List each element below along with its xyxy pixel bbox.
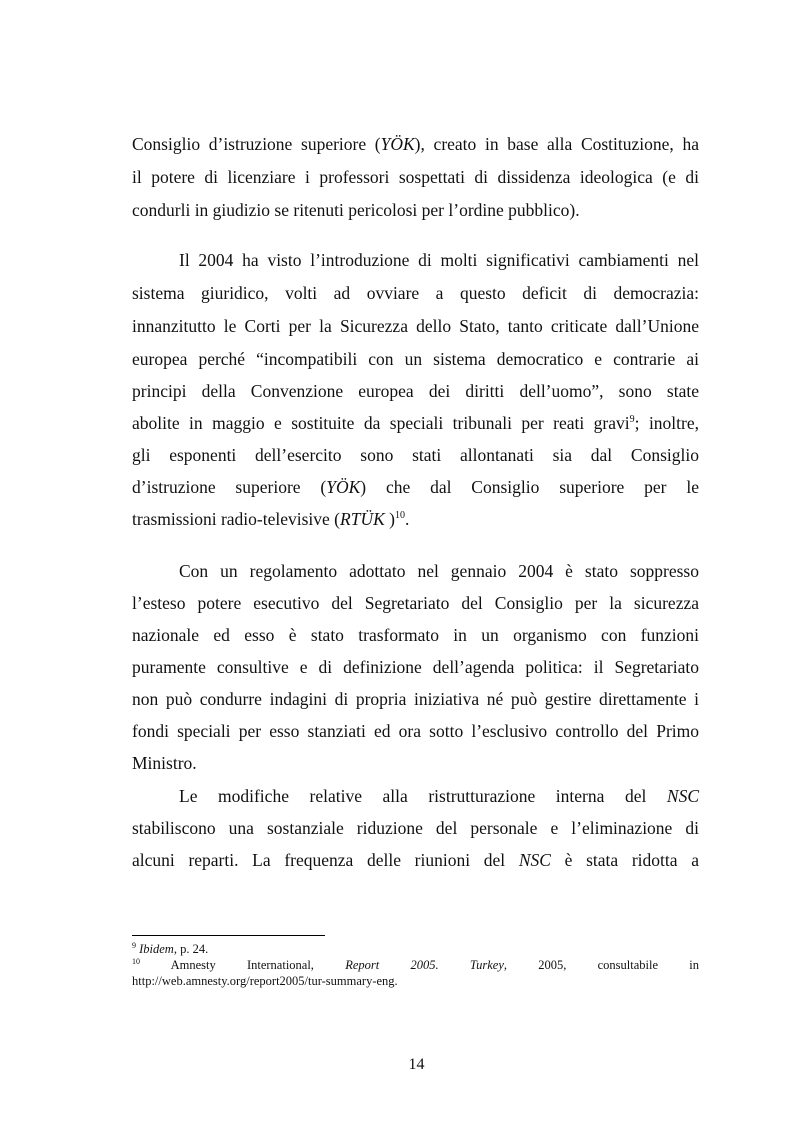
text-line: stabiliscono una sostanziale riduzione del personale e l’eliminazione di	[132, 818, 699, 838]
text-line: alcuni reparti. La frequenza delle riunioni del NSC è stata ridotta a	[132, 850, 699, 870]
footnote-separator	[132, 935, 325, 936]
text-line: trasmissioni radio-televisive (RTÜK )$^{10}$.	[132, 509, 410, 529]
text-line: europea perché “incompatibili con un sistema democratico e contrarie ai	[132, 349, 699, 369]
page-number: 14	[408, 1056, 425, 1073]
text-line: Consiglio d’istruzione superiore (YÖK), creato in base alla Costituzione, ha	[132, 134, 699, 154]
text-line: puramente consultive e di definizione dell’agenda politica: il Segretariato	[132, 657, 699, 677]
text-line: l’esteso potere esecutivo del Segretariato del Consiglio per la sicurezza	[132, 593, 699, 613]
text-line: Il 2004 ha visto l’introduzione di molti significativi cambiamenti nel	[179, 250, 699, 270]
footnote-9: $^9$ Ibidem, p. 24.	[132, 941, 209, 956]
text-line: Le modifiche relative alla ristrutturazione interna del NSC	[179, 786, 699, 806]
text-line: fondi speciali per esso stanziati ed ora sotto l’esclusivo controllo del Primo	[132, 721, 699, 741]
text-line: il potere di licenziare i professori sospettati di dissidenza ideologica (e di	[132, 167, 699, 187]
footnote-10: $^{10}$ Amnesty International, Report 2005. Turkey, 2005, consultabile in	[132, 957, 700, 972]
text-line: condurli in giudizio se ritenuti pericolosi per l’ordine pubblico).	[132, 200, 580, 220]
text-line: abolite in maggio e sostituite da speciali tribunali per reati gravi$^9$; inoltre,	[132, 413, 700, 433]
text-line: innanzitutto le Corti per la Sicurezza dello Stato, tanto criticate dall’Unione	[132, 316, 699, 336]
text-line: Ministro.	[132, 753, 197, 773]
text-line: sistema giuridico, volti ad ovviare a questo deficit di democrazia:	[132, 283, 699, 303]
footnote-ref-9: 9	[629, 414, 635, 425]
text-line: Con un regolamento adottato nel gennaio 2004 è stato soppresso	[179, 561, 699, 581]
footnote-10-url: http://web.amnesty.org/report2005/tur-summary-eng.	[132, 974, 398, 988]
footnote-ref-10: 10	[394, 510, 405, 521]
text-line: nazionale ed esso è stato trasformato in un organismo con funzioni	[132, 625, 699, 645]
text-line: d’istruzione superiore (YÖK) che dal Consiglio superiore per le	[132, 477, 699, 497]
text-line: non può condurre indagini di propria iniziativa né può gestire direttamente i	[132, 689, 699, 709]
text-line: gli esponenti dell’esercito sono stati allontanati sia dal Consiglio	[132, 445, 699, 465]
text-line: principi della Convenzione europea dei diritti dell’uomo”, sono state	[132, 381, 699, 401]
